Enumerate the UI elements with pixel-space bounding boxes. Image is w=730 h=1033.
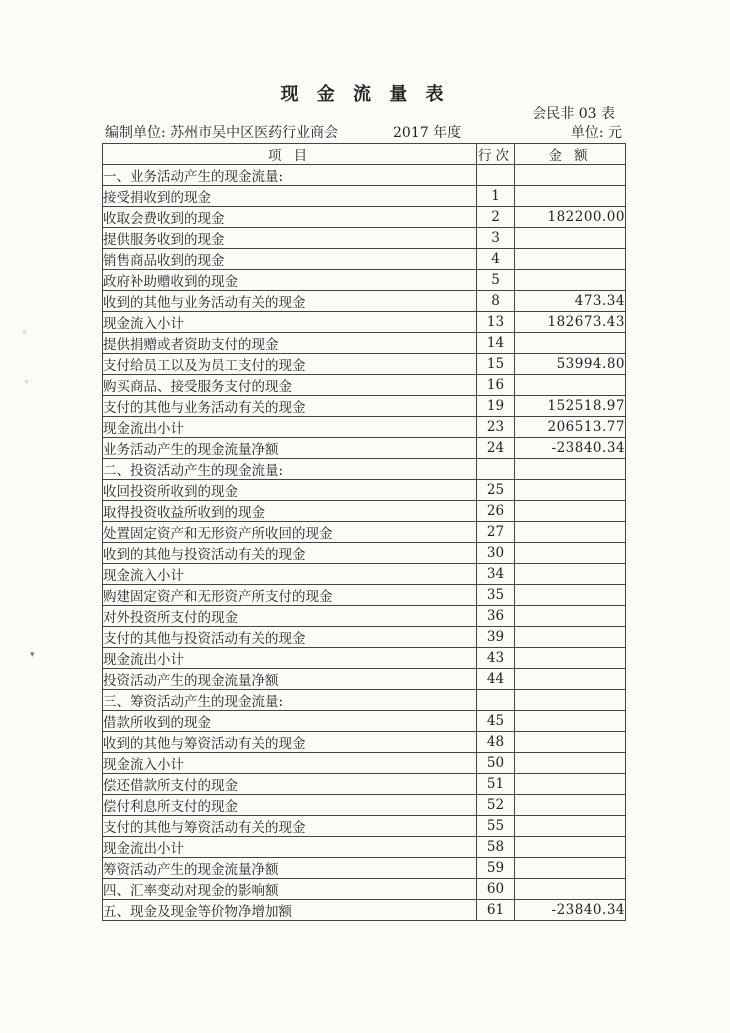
row-amount	[515, 774, 626, 795]
table-row	[103, 837, 626, 858]
row-amount	[515, 690, 626, 711]
row-amount	[515, 816, 626, 837]
row-amount: 206513.77	[515, 417, 626, 438]
row-line-number: 43	[477, 648, 515, 669]
row-amount	[515, 543, 626, 564]
table-row	[103, 648, 626, 669]
row-item-label: 业务活动产生的现金流量净额	[103, 438, 477, 459]
table-row	[103, 774, 626, 795]
table-row	[103, 753, 626, 774]
table-row	[103, 795, 626, 816]
row-amount: 182673.43	[515, 312, 626, 333]
header-line-no: 行次	[477, 144, 515, 165]
row-amount	[515, 501, 626, 522]
row-amount: 182200.00	[515, 207, 626, 228]
row-amount	[515, 606, 626, 627]
scan-mark-1: ◦	[22, 328, 28, 338]
table-row	[103, 585, 626, 606]
row-line-number: 14	[477, 333, 515, 354]
row-item-label: 借款所收到的现金	[103, 711, 477, 732]
table-body	[103, 165, 626, 921]
row-amount	[515, 333, 626, 354]
header-item: 项 目	[103, 144, 477, 165]
row-amount: 473.34	[515, 291, 626, 312]
row-line-number: 5	[477, 270, 515, 291]
cash-flow-table	[102, 143, 626, 921]
table-row	[103, 354, 626, 375]
row-line-number: 15	[477, 354, 515, 375]
row-item-label: 销售商品收到的现金	[103, 249, 477, 270]
row-line-number: 24	[477, 438, 515, 459]
row-amount	[515, 753, 626, 774]
table-row	[103, 732, 626, 753]
header-amount: 金 额	[515, 144, 626, 165]
table-row	[103, 711, 626, 732]
row-item-label: 收到的其他与投资活动有关的现金	[103, 543, 477, 564]
row-line-number: 13	[477, 312, 515, 333]
row-line-number: 26	[477, 501, 515, 522]
table-row	[103, 312, 626, 333]
table-row	[103, 606, 626, 627]
table-row	[103, 522, 626, 543]
row-item-label: 三、筹资活动产生的现金流量:	[103, 690, 477, 711]
row-amount	[515, 228, 626, 249]
row-item-label: 收到的其他与筹资活动有关的现金	[103, 732, 477, 753]
row-item-label: 支付给员工以及为员工支付的现金	[103, 354, 477, 375]
row-item-label: 现金流出小计	[103, 648, 477, 669]
row-amount	[515, 270, 626, 291]
row-item-label: 收取会费收到的现金	[103, 207, 477, 228]
row-line-number: 59	[477, 858, 515, 879]
currency-unit: 单位: 元	[570, 125, 622, 141]
row-amount: -23840.34	[515, 438, 626, 459]
row-line-number: 34	[477, 564, 515, 585]
table-row	[103, 879, 626, 900]
row-line-number	[477, 165, 515, 186]
row-item-label: 收回投资所收到的现金	[103, 480, 477, 501]
row-amount	[515, 732, 626, 753]
row-item-label: 投资活动产生的现金流量净额	[103, 669, 477, 690]
row-item-label: 四、汇率变动对现金的影响额	[103, 879, 477, 900]
row-item-label: 对外投资所支付的现金	[103, 606, 477, 627]
row-item-label: 现金流入小计	[103, 753, 477, 774]
row-line-number: 60	[477, 879, 515, 900]
page-title: 现 金 流 量 表	[280, 84, 450, 105]
row-item-label: 收到的其他与业务活动有关的现金	[103, 291, 477, 312]
scan-mark-2: ◦	[24, 378, 30, 388]
row-line-number: 45	[477, 711, 515, 732]
row-amount	[515, 375, 626, 396]
row-line-number: 2	[477, 207, 515, 228]
row-item-label: 现金流出小计	[103, 417, 477, 438]
row-item-label: 一、业务活动产生的现金流量:	[103, 165, 477, 186]
row-line-number	[477, 459, 515, 480]
row-item-label: 偿还借款所支付的现金	[103, 774, 477, 795]
form-code: 会民非 03 表	[532, 106, 615, 122]
row-amount: 152518.97	[515, 396, 626, 417]
report-year: 2017 年度	[393, 125, 462, 141]
row-line-number: 36	[477, 606, 515, 627]
row-amount	[515, 837, 626, 858]
row-amount: 53994.80	[515, 354, 626, 375]
table-row	[103, 459, 626, 480]
row-line-number	[477, 690, 515, 711]
table-row	[103, 291, 626, 312]
row-line-number: 16	[477, 375, 515, 396]
table-row	[103, 228, 626, 249]
row-amount	[515, 627, 626, 648]
row-item-label: 五、现金及现金等价物净增加额	[103, 900, 477, 921]
table-row	[103, 165, 626, 186]
row-amount	[515, 879, 626, 900]
table-row	[103, 438, 626, 459]
row-line-number: 30	[477, 543, 515, 564]
row-line-number: 50	[477, 753, 515, 774]
row-amount	[515, 165, 626, 186]
row-item-label: 购建固定资产和无形资产所支付的现金	[103, 585, 477, 606]
row-line-number: 1	[477, 186, 515, 207]
table-row	[103, 249, 626, 270]
row-item-label: 现金流入小计	[103, 312, 477, 333]
row-line-number: 55	[477, 816, 515, 837]
row-line-number: 8	[477, 291, 515, 312]
row-amount	[515, 186, 626, 207]
row-line-number: 19	[477, 396, 515, 417]
row-line-number: 61	[477, 900, 515, 921]
row-item-label: 支付的其他与投资活动有关的现金	[103, 627, 477, 648]
table-row	[103, 186, 626, 207]
row-item-label: 提供服务收到的现金	[103, 228, 477, 249]
row-item-label: 购买商品、接受服务支付的现金	[103, 375, 477, 396]
row-item-label: 支付的其他与业务活动有关的现金	[103, 396, 477, 417]
row-line-number: 44	[477, 669, 515, 690]
row-item-label: 筹资活动产生的现金流量净额	[103, 858, 477, 879]
row-item-label: 支付的其他与筹资活动有关的现金	[103, 816, 477, 837]
row-amount: -23840.34	[515, 900, 626, 921]
row-amount	[515, 711, 626, 732]
row-amount	[515, 564, 626, 585]
reporting-organization: 编制单位: 苏州市吴中区医药行业商会	[105, 125, 339, 141]
row-line-number: 4	[477, 249, 515, 270]
table-row	[103, 690, 626, 711]
row-item-label: 处置固定资产和无形资产所收回的现金	[103, 522, 477, 543]
scan-mark-3: ▾	[30, 650, 35, 660]
row-line-number: 27	[477, 522, 515, 543]
table-row	[103, 207, 626, 228]
row-line-number: 39	[477, 627, 515, 648]
row-item-label: 取得投资收益所收到的现金	[103, 501, 477, 522]
table-row	[103, 417, 626, 438]
row-amount	[515, 522, 626, 543]
table-row	[103, 270, 626, 291]
table-row	[103, 627, 626, 648]
row-amount	[515, 858, 626, 879]
row-item-label: 现金流入小计	[103, 564, 477, 585]
row-amount	[515, 648, 626, 669]
table-row	[103, 375, 626, 396]
row-item-label: 偿付利息所支付的现金	[103, 795, 477, 816]
table-row	[103, 333, 626, 354]
table-row	[103, 501, 626, 522]
row-item-label: 提供捐赠或者资助支付的现金	[103, 333, 477, 354]
table-row	[103, 480, 626, 501]
row-amount	[515, 459, 626, 480]
row-line-number: 58	[477, 837, 515, 858]
row-item-label: 政府补助赠收到的现金	[103, 270, 477, 291]
row-amount	[515, 480, 626, 501]
row-item-label: 现金流出小计	[103, 837, 477, 858]
row-line-number: 23	[477, 417, 515, 438]
row-amount	[515, 249, 626, 270]
table-header-row	[103, 144, 626, 165]
row-amount	[515, 795, 626, 816]
row-line-number: 52	[477, 795, 515, 816]
table-row	[103, 816, 626, 837]
row-amount	[515, 585, 626, 606]
table-row	[103, 396, 626, 417]
row-item-label: 接受捐收到的现金	[103, 186, 477, 207]
row-line-number: 25	[477, 480, 515, 501]
row-item-label: 二、投资活动产生的现金流量:	[103, 459, 477, 480]
row-amount	[515, 669, 626, 690]
row-line-number: 51	[477, 774, 515, 795]
table-row	[103, 669, 626, 690]
table-row	[103, 900, 626, 921]
row-line-number: 3	[477, 228, 515, 249]
table-row	[103, 564, 626, 585]
table-row	[103, 858, 626, 879]
table-row	[103, 543, 626, 564]
row-line-number: 35	[477, 585, 515, 606]
row-line-number: 48	[477, 732, 515, 753]
